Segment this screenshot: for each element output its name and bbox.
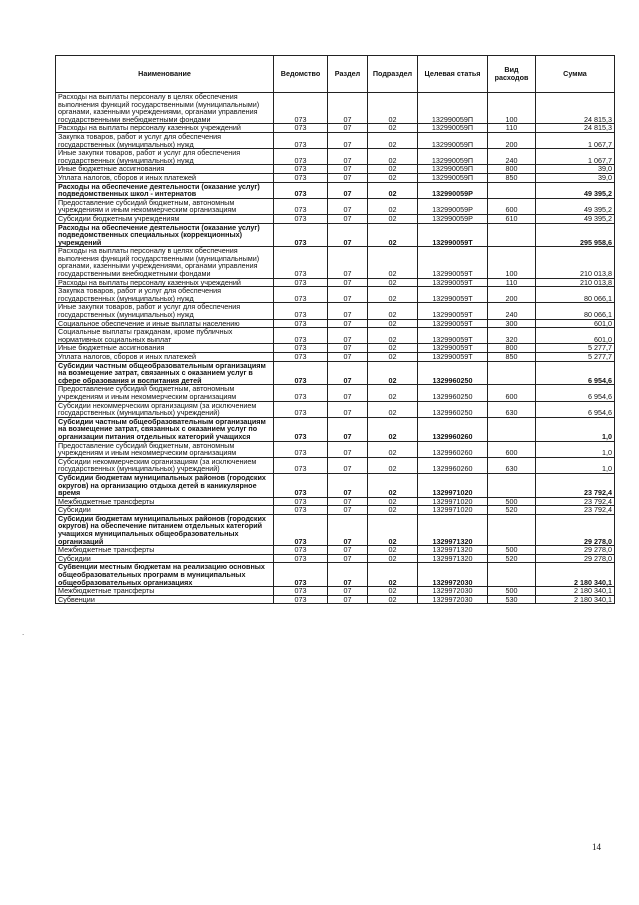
- row-kind: 520: [488, 554, 536, 563]
- row-dept: 073: [274, 165, 328, 174]
- table-row: [56, 319, 615, 328]
- table-row: [56, 173, 615, 182]
- row-kind: 240: [488, 303, 536, 319]
- row-section: 07: [328, 344, 368, 353]
- row-kind: 630: [488, 401, 536, 417]
- row-section: 07: [328, 506, 368, 515]
- row-target: 1329972030: [418, 595, 488, 604]
- row-dept: 073: [274, 473, 328, 497]
- row-name: Субвенции: [56, 595, 274, 604]
- row-section: 07: [328, 198, 368, 214]
- row-target: 1329971320: [418, 554, 488, 563]
- row-name: Иные закупки товаров, работ и услуг для обеспечения государственных (муниципальных) нужд: [56, 303, 274, 319]
- row-sum: 49 395,2: [536, 198, 615, 214]
- row-subsection: 02: [368, 287, 418, 303]
- row-dept: 073: [274, 506, 328, 515]
- row-target: 1329972030: [418, 563, 488, 587]
- row-target: 1329972030: [418, 587, 488, 596]
- table-row: [56, 497, 615, 506]
- table-row: [56, 514, 615, 545]
- header-sum: Сумма: [536, 56, 615, 93]
- row-kind: 500: [488, 587, 536, 596]
- row-name: Расходы на выплаты персоналу казенных учреждений: [56, 124, 274, 133]
- table-row: [56, 214, 615, 223]
- row-target: 1329971020: [418, 497, 488, 506]
- row-sum: 80 066,1: [536, 303, 615, 319]
- table-row: [56, 361, 615, 385]
- row-sum: 24 815,3: [536, 124, 615, 133]
- row-section: 07: [328, 132, 368, 148]
- row-kind: 530: [488, 595, 536, 604]
- row-target: 132990059Р: [418, 198, 488, 214]
- row-dept: 073: [274, 554, 328, 563]
- row-name: Иные бюджетные ассигнования: [56, 165, 274, 174]
- table-row: [56, 278, 615, 287]
- row-dept: 073: [274, 595, 328, 604]
- budget-table-sheet: [55, 55, 615, 604]
- row-subsection: 02: [368, 223, 418, 247]
- header-section: Раздел: [328, 56, 368, 93]
- row-dept: 073: [274, 303, 328, 319]
- row-section: 07: [328, 457, 368, 473]
- row-sum: 2 180 340,1: [536, 563, 615, 587]
- row-name: Субсидии бюджетным учреждениям: [56, 214, 274, 223]
- row-sum: 29 278,0: [536, 554, 615, 563]
- row-dept: 073: [274, 546, 328, 555]
- row-section: 07: [328, 441, 368, 457]
- row-section: 07: [328, 546, 368, 555]
- row-name: Расходы на обеспечение деятельности (оказание услуг) подведомственных школ - интернатов: [56, 182, 274, 198]
- row-section: 07: [328, 385, 368, 401]
- row-target: 132990059П: [418, 93, 488, 124]
- row-sum: 295 958,6: [536, 223, 615, 247]
- row-name: Расходы на выплаты персоналу в целях обеспечения выполнения функций государственными (муниципальными) органами, казенными учреждениями, органами управления государственными внебюджетными фондами: [56, 247, 274, 278]
- table-header-row: [56, 56, 615, 93]
- row-kind: 600: [488, 198, 536, 214]
- row-sum: 601,0: [536, 319, 615, 328]
- row-name: Субвенции местным бюджетам на реализацию основных общеобразовательных программ в муниципальных общеобразовательных организациях: [56, 563, 274, 587]
- row-section: 07: [328, 149, 368, 165]
- row-subsection: 02: [368, 546, 418, 555]
- row-sum: 1,0: [536, 457, 615, 473]
- row-sum: 39,0: [536, 173, 615, 182]
- row-sum: 6 954,6: [536, 385, 615, 401]
- row-subsection: 02: [368, 361, 418, 385]
- row-subsection: 02: [368, 319, 418, 328]
- row-subsection: 02: [368, 278, 418, 287]
- row-name: Закупка товаров, работ и услуг для обеспечения государственных (муниципальных) нужд: [56, 287, 274, 303]
- row-subsection: 02: [368, 441, 418, 457]
- row-name: Предоставление субсидий бюджетным, автономным учреждениям и иным некоммерческим организациям: [56, 441, 274, 457]
- row-subsection: 02: [368, 385, 418, 401]
- table-row: [56, 303, 615, 319]
- row-name: Предоставление субсидий бюджетным, автономным учреждениям и иным некоммерческим организациям: [56, 198, 274, 214]
- row-kind: 600: [488, 385, 536, 401]
- row-section: 07: [328, 214, 368, 223]
- row-kind: 800: [488, 344, 536, 353]
- row-dept: 073: [274, 132, 328, 148]
- row-dept: 073: [274, 319, 328, 328]
- row-name: Иные бюджетные ассигнования: [56, 344, 274, 353]
- row-target: 132990059Р: [418, 214, 488, 223]
- row-sum: 2 180 340,1: [536, 587, 615, 596]
- row-target: 1329960260: [418, 417, 488, 441]
- row-kind: 500: [488, 546, 536, 555]
- row-kind: 200: [488, 132, 536, 148]
- table-row: [56, 165, 615, 174]
- row-subsection: 02: [368, 417, 418, 441]
- table-row: [56, 417, 615, 441]
- row-dept: 073: [274, 149, 328, 165]
- row-name: Социальное обеспечение и иные выплаты населению: [56, 319, 274, 328]
- row-kind: 500: [488, 497, 536, 506]
- row-subsection: 02: [368, 353, 418, 362]
- row-target: 1329960260: [418, 457, 488, 473]
- row-section: 07: [328, 353, 368, 362]
- row-target: 1329971020: [418, 506, 488, 515]
- row-name: Межбюджетные трансферты: [56, 546, 274, 555]
- row-section: 07: [328, 124, 368, 133]
- row-dept: 073: [274, 417, 328, 441]
- row-section: 07: [328, 303, 368, 319]
- row-dept: 073: [274, 93, 328, 124]
- row-section: 07: [328, 182, 368, 198]
- row-sum: 1,0: [536, 441, 615, 457]
- row-sum: 2 180 340,1: [536, 595, 615, 604]
- row-target: 132990059Т: [418, 328, 488, 344]
- row-name: Закупка товаров, работ и услуг для обеспечения государственных (муниципальных) нужд: [56, 132, 274, 148]
- row-sum: 601,0: [536, 328, 615, 344]
- row-name: Расходы на выплаты персоналу казенных учреждений: [56, 278, 274, 287]
- row-name: Субсидии некоммерческим организациям (за исключением государственных (муниципальных) учреждений): [56, 457, 274, 473]
- row-target: 132990059П: [418, 132, 488, 148]
- row-dept: 073: [274, 497, 328, 506]
- row-kind: [488, 417, 536, 441]
- row-name: Субсидии бюджетам муниципальных районов (городских округов) на организацию отдыха детей в каникулярное время: [56, 473, 274, 497]
- table-row: [56, 223, 615, 247]
- table-row: [56, 587, 615, 596]
- table-row: [56, 198, 615, 214]
- table-row: [56, 344, 615, 353]
- row-sum: 1,0: [536, 417, 615, 441]
- row-name: Субсидии: [56, 554, 274, 563]
- row-section: 07: [328, 165, 368, 174]
- row-subsection: 02: [368, 214, 418, 223]
- header-kind: Вид расходов: [488, 56, 536, 93]
- table-row: [56, 595, 615, 604]
- row-section: 07: [328, 595, 368, 604]
- row-dept: 073: [274, 287, 328, 303]
- row-kind: 300: [488, 319, 536, 328]
- row-sum: 5 277,7: [536, 344, 615, 353]
- row-sum: 210 013,8: [536, 247, 615, 278]
- row-section: 07: [328, 554, 368, 563]
- table-row: [56, 247, 615, 278]
- row-name: Расходы на обеспечение деятельности (оказание услуг) подведомственных специальных (коррекционных) учреждений: [56, 223, 274, 247]
- row-subsection: 02: [368, 149, 418, 165]
- row-dept: 073: [274, 328, 328, 344]
- row-subsection: 02: [368, 165, 418, 174]
- row-kind: 110: [488, 278, 536, 287]
- row-sum: 6 954,6: [536, 361, 615, 385]
- row-subsection: 02: [368, 132, 418, 148]
- table-row: [56, 506, 615, 515]
- row-name: Расходы на выплаты персоналу в целях обеспечения выполнения функций государственными (муниципальными) органами, казенными учреждениями, органами управления государственными внебюджетными фондами: [56, 93, 274, 124]
- row-section: 07: [328, 473, 368, 497]
- row-kind: 110: [488, 124, 536, 133]
- row-subsection: 02: [368, 344, 418, 353]
- table-row: [56, 563, 615, 587]
- row-target: 1329971020: [418, 473, 488, 497]
- row-target: 132990059Р: [418, 182, 488, 198]
- row-target: 132990059Т: [418, 353, 488, 362]
- row-target: 1329960250: [418, 385, 488, 401]
- row-kind: 100: [488, 93, 536, 124]
- row-name: Предоставление субсидий бюджетным, автономным учреждениям и иным некоммерческим организациям: [56, 385, 274, 401]
- row-subsection: 02: [368, 198, 418, 214]
- row-name: Субсидии: [56, 506, 274, 515]
- row-section: 07: [328, 319, 368, 328]
- page-number: 14: [592, 842, 601, 852]
- row-kind: [488, 361, 536, 385]
- row-section: 07: [328, 223, 368, 247]
- row-target: 1329960250: [418, 401, 488, 417]
- row-section: 07: [328, 514, 368, 545]
- row-subsection: 02: [368, 124, 418, 133]
- table-row: [56, 401, 615, 417]
- row-dept: 073: [274, 223, 328, 247]
- row-name: Уплата налогов, сборов и иных платежей: [56, 353, 274, 362]
- budget-table: [55, 55, 615, 604]
- row-dept: 073: [274, 198, 328, 214]
- row-sum: 210 013,8: [536, 278, 615, 287]
- row-target: 132990059Т: [418, 319, 488, 328]
- row-section: 07: [328, 563, 368, 587]
- row-subsection: 02: [368, 303, 418, 319]
- table-row: [56, 132, 615, 148]
- row-section: 07: [328, 328, 368, 344]
- row-section: 07: [328, 587, 368, 596]
- row-subsection: 02: [368, 587, 418, 596]
- row-dept: 073: [274, 278, 328, 287]
- row-name: Социальные выплаты гражданам, кроме публичных нормативных социальных выплат: [56, 328, 274, 344]
- row-subsection: 02: [368, 514, 418, 545]
- row-dept: 073: [274, 361, 328, 385]
- row-dept: 073: [274, 182, 328, 198]
- row-sum: 80 066,1: [536, 287, 615, 303]
- table-row: [56, 457, 615, 473]
- header-subsection: Подраздел: [368, 56, 418, 93]
- row-kind: 200: [488, 287, 536, 303]
- row-kind: 610: [488, 214, 536, 223]
- table-row: [56, 441, 615, 457]
- row-kind: [488, 563, 536, 587]
- row-section: 07: [328, 173, 368, 182]
- row-target: 1329960250: [418, 361, 488, 385]
- row-dept: 073: [274, 401, 328, 417]
- row-target: 132990059П: [418, 165, 488, 174]
- row-kind: [488, 223, 536, 247]
- row-section: 07: [328, 287, 368, 303]
- row-kind: 320: [488, 328, 536, 344]
- row-subsection: 02: [368, 473, 418, 497]
- row-target: 132990059Т: [418, 223, 488, 247]
- row-sum: 29 278,0: [536, 546, 615, 555]
- table-row: [56, 93, 615, 124]
- row-name: Уплата налогов, сборов и иных платежей: [56, 173, 274, 182]
- row-section: 07: [328, 497, 368, 506]
- row-section: 07: [328, 278, 368, 287]
- row-dept: 073: [274, 385, 328, 401]
- row-dept: 073: [274, 214, 328, 223]
- row-kind: 800: [488, 165, 536, 174]
- row-kind: [488, 182, 536, 198]
- row-name: Субсидии частным общеобразовательным организациям на возмещение затрат, связанных с оказанием услуг в сфере образования и воспитания детей: [56, 361, 274, 385]
- row-dept: 073: [274, 353, 328, 362]
- row-subsection: 02: [368, 328, 418, 344]
- header-name: Наименование: [56, 56, 274, 93]
- row-subsection: 02: [368, 247, 418, 278]
- row-subsection: 02: [368, 595, 418, 604]
- row-target: 1329971320: [418, 514, 488, 545]
- row-subsection: 02: [368, 506, 418, 515]
- table-row: [56, 473, 615, 497]
- row-sum: 5 277,7: [536, 353, 615, 362]
- row-section: 07: [328, 93, 368, 124]
- table-row: [56, 385, 615, 401]
- row-section: 07: [328, 247, 368, 278]
- row-kind: 600: [488, 441, 536, 457]
- header-target: Целевая статья: [418, 56, 488, 93]
- row-name: Межбюджетные трансферты: [56, 587, 274, 596]
- row-target: 132990059П: [418, 149, 488, 165]
- row-subsection: 02: [368, 554, 418, 563]
- margin-mark: .: [22, 628, 25, 637]
- row-target: 132990059Т: [418, 344, 488, 353]
- table-row: [56, 353, 615, 362]
- row-target: 132990059Т: [418, 247, 488, 278]
- row-section: 07: [328, 401, 368, 417]
- row-target: 1329960260: [418, 441, 488, 457]
- row-subsection: 02: [368, 457, 418, 473]
- row-target: 132990059П: [418, 173, 488, 182]
- row-dept: 073: [274, 441, 328, 457]
- table-row: [56, 554, 615, 563]
- table-row: [56, 287, 615, 303]
- row-kind: 240: [488, 149, 536, 165]
- row-kind: [488, 473, 536, 497]
- row-sum: 23 792,4: [536, 473, 615, 497]
- row-dept: 073: [274, 514, 328, 545]
- row-section: 07: [328, 417, 368, 441]
- row-sum: 29 278,0: [536, 514, 615, 545]
- row-kind: 100: [488, 247, 536, 278]
- row-target: 1329971320: [418, 546, 488, 555]
- row-sum: 49 395,2: [536, 182, 615, 198]
- row-name: Межбюджетные трансферты: [56, 497, 274, 506]
- row-dept: 073: [274, 457, 328, 473]
- row-target: 132990059Т: [418, 278, 488, 287]
- row-sum: 6 954,6: [536, 401, 615, 417]
- row-sum: 24 815,3: [536, 93, 615, 124]
- row-sum: 23 792,4: [536, 497, 615, 506]
- row-dept: 073: [274, 124, 328, 133]
- row-section: 07: [328, 361, 368, 385]
- row-subsection: 02: [368, 497, 418, 506]
- table-row: [56, 124, 615, 133]
- row-dept: 073: [274, 173, 328, 182]
- row-kind: [488, 514, 536, 545]
- row-subsection: 02: [368, 401, 418, 417]
- row-name: Субсидии частным общеобразовательным организациям на возмещение затрат, связанных с оказанием услуг по организации питания отдельных категорий учащихся: [56, 417, 274, 441]
- table-row: [56, 546, 615, 555]
- row-target: 132990059П: [418, 124, 488, 133]
- row-subsection: 02: [368, 173, 418, 182]
- row-sum: 39,0: [536, 165, 615, 174]
- row-subsection: 02: [368, 93, 418, 124]
- row-sum: 23 792,4: [536, 506, 615, 515]
- row-subsection: 02: [368, 182, 418, 198]
- row-dept: 073: [274, 587, 328, 596]
- row-sum: 49 395,2: [536, 214, 615, 223]
- row-target: 132990059Т: [418, 287, 488, 303]
- row-kind: 630: [488, 457, 536, 473]
- row-name: Иные закупки товаров, работ и услуг для обеспечения государственных (муниципальных) нужд: [56, 149, 274, 165]
- table-row: [56, 182, 615, 198]
- row-kind: 850: [488, 173, 536, 182]
- row-dept: 073: [274, 247, 328, 278]
- row-name: Субсидии бюджетам муниципальных районов (городских округов) на обеспечение питанием отдельных категорий учащихся муниципальных общеобразовательных организаций: [56, 514, 274, 545]
- row-target: 132990059Т: [418, 303, 488, 319]
- header-dept: Ведомство: [274, 56, 328, 93]
- table-row: [56, 149, 615, 165]
- row-kind: 520: [488, 506, 536, 515]
- row-dept: 073: [274, 563, 328, 587]
- table-row: [56, 328, 615, 344]
- row-sum: 1 067,7: [536, 132, 615, 148]
- row-subsection: 02: [368, 563, 418, 587]
- row-dept: 073: [274, 344, 328, 353]
- row-sum: 1 067,7: [536, 149, 615, 165]
- row-name: Субсидии некоммерческим организациям (за исключением государственных (муниципальных) учреждений): [56, 401, 274, 417]
- row-kind: 850: [488, 353, 536, 362]
